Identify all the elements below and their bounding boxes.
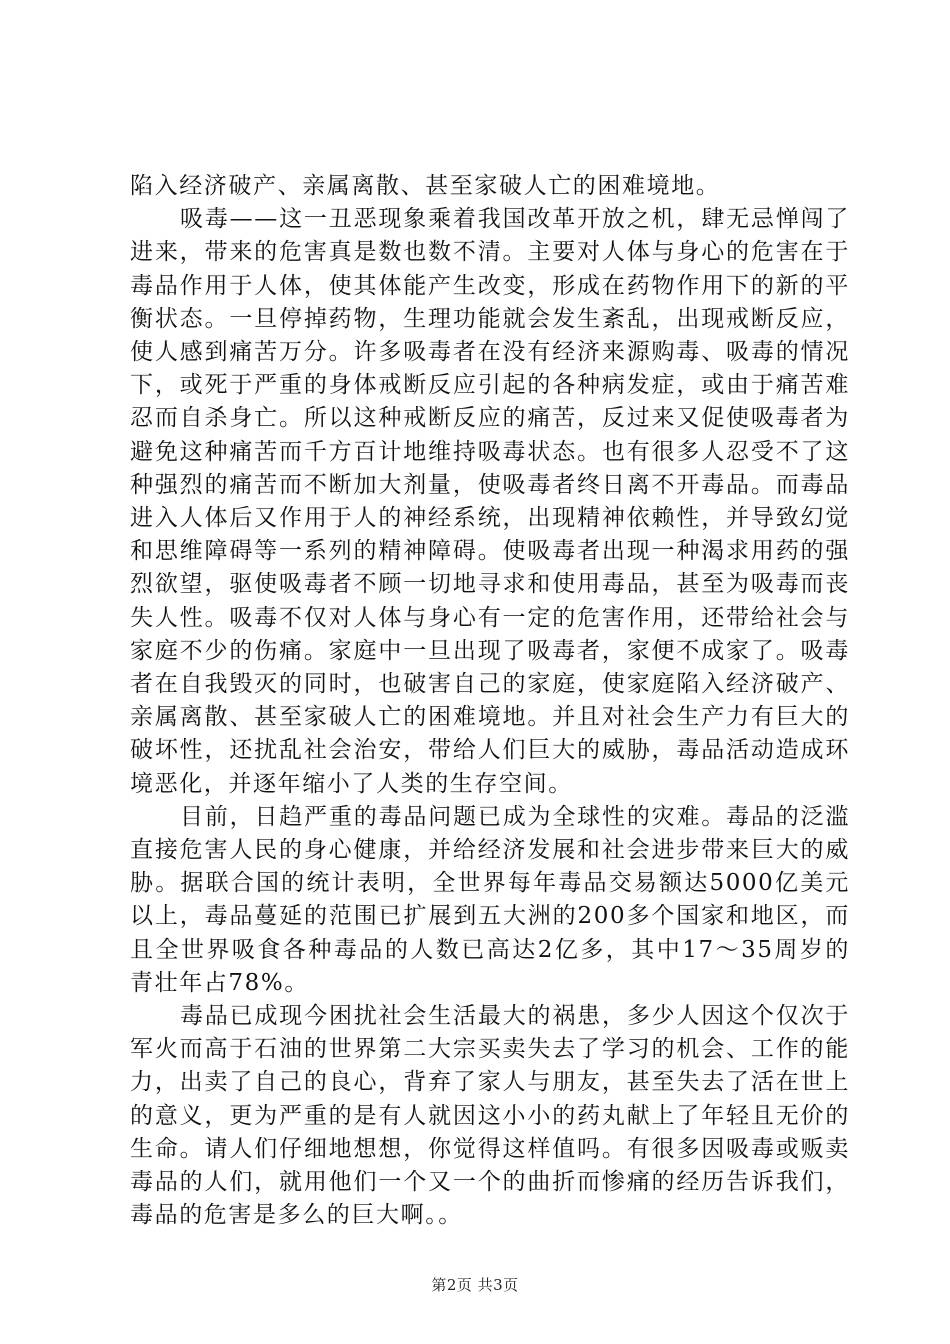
paragraph-drug-harm: 吸毒——这一丑恶现象乘着我国改革开放之机，肆无忌惮闯了进来，带来的危害真是数也数不清。主要对人体与身心的危害在于毒品作用于人体，使其体能产生改变，形成在药物作用下的新的平衡状态。一旦停掉药物，生理功能就会发生紊乱，出现戒断反应，使人感到痛苦万分。许多吸毒者在没有经济来源购毒、吸毒的情况下，或死于严重的身体戒断反应引起的各种病发症，或由于痛苦难忍而自杀身亡。所以这种戒断反应的痛苦，反过来又促使吸毒者为避免这种痛苦而千方百计地维持吸毒状态。也有很多人忍受不了这种强烈的痛苦而不断加大剂量，使吸毒者终日离不开毒品。而毒品进入人体后又作用于人的神经系统，出现精神依赖性，并导致幻觉和思维障碍等一系列的精神障碍。使吸毒者出现一种渴求用药的强烈欲望，驱使吸毒者不顾一切地寻求和使用毒品，甚至为吸毒而丧失人性。吸毒不仅对人体与身心有一定的危害作用，还带给社会与家庭不少的伤痛。家庭中一旦出现了吸毒者，家便不成家了。吸毒者在自我毁灭的同时，也破害自己的家庭，使家庭陷入经济破产、亲属离散、甚至家破人亡的困难境地。并且对社会生产力有巨大的破坏性，还扰乱社会治安，带给人们巨大的威胁，毒品活动造成环境恶化，并逐年缩小了人类的生存空间。	[130, 206, 850, 797]
paragraph-social-scourge: 毒品已成现今困扰社会生活最大的祸患，多少人因这个仅次于军火而高于石油的世界第二大宗买卖失去了学习的机会、工作的能力，出卖了自己的良心，背弃了家人与朋友，甚至失去了活在世上的意义，更为严重的是有人就因这小小的药丸献上了年轻且无价的生命。请人们仔细地想想，你觉得这样值吗。有很多因吸毒或贩卖毒品的人们，就用他们一个又一个的曲折而惨痛的经历告诉我们，毒品的危害是多么的巨大啊。。	[130, 1003, 850, 1229]
document-body	[130, 170, 850, 1233]
paragraph-continuation: 陷入经济破产、亲属离散、甚至家破人亡的困难境地。	[130, 173, 721, 199]
paragraph-global-problem: 目前，日趋严重的毒品问题已成为全球性的灾难。毒品的泛滥直接危害人民的身心健康，并给经济发展和社会进步带来巨大的威胁。据联合国的统计表明，全世界每年毒品交易额达5000亿美元以上，毒品蔓延的范围已扩展到五大洲的200多个国家和地区，而且全世界吸食各种毒品的人数已高达2亿多，其中17～35周岁的青壮年占78%。	[130, 803, 850, 996]
page-footer: 第2页 共3页	[431, 1276, 519, 1294]
